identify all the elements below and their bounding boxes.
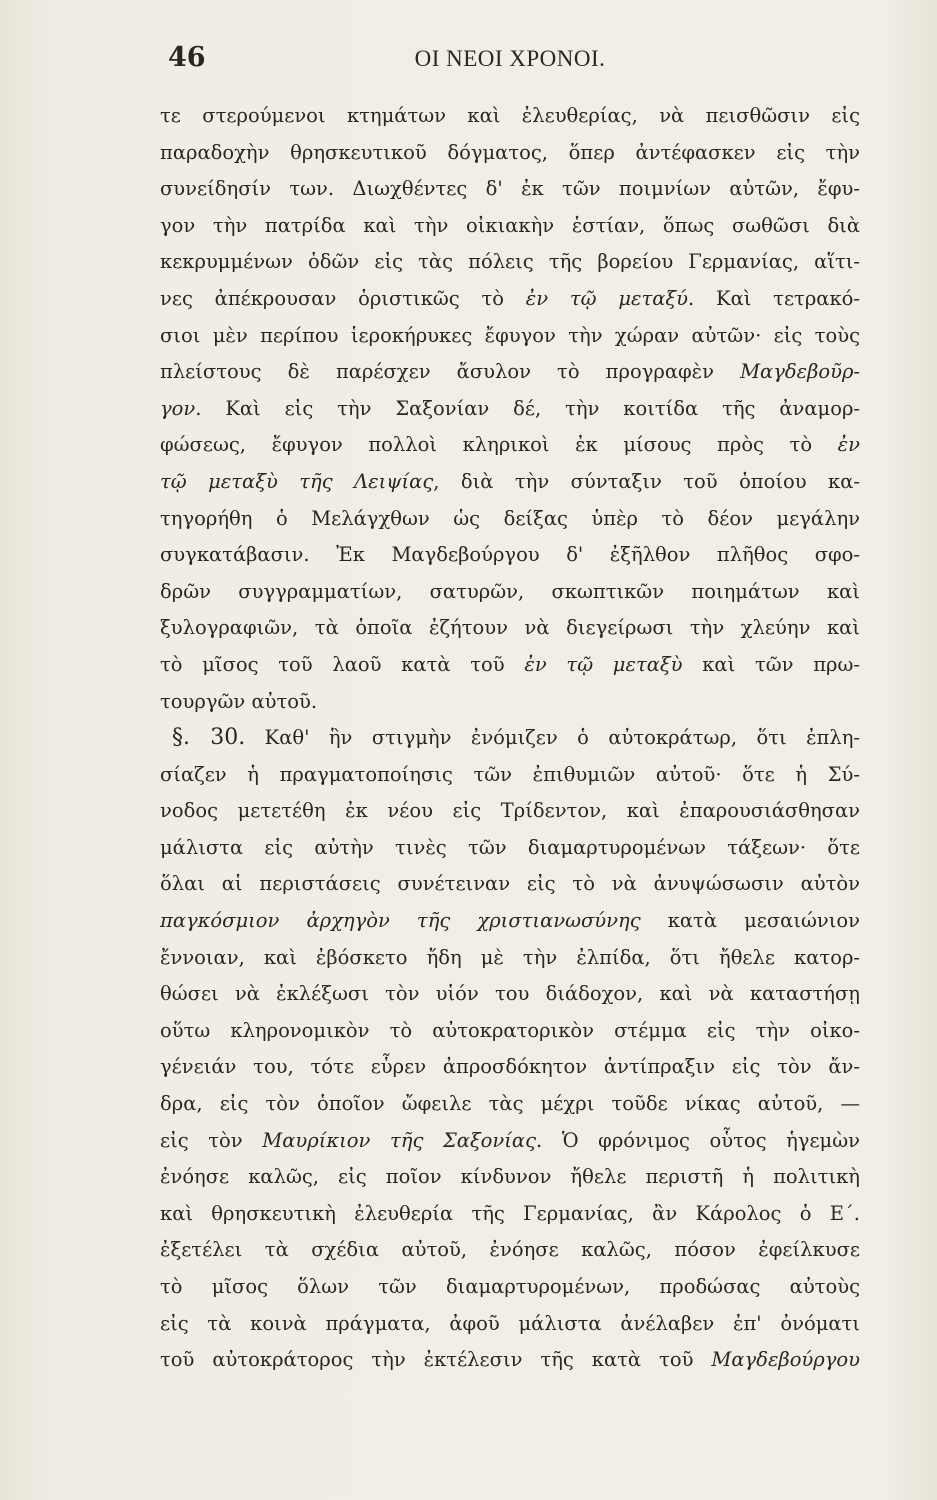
text-segment: καὶ θρησκευτικὴ ἐλευθερία τῆς Γερμανίας, ἂν Κάρολος ὁ Ε΄. xyxy=(160,1201,860,1225)
text-segment: τοῦ αὐτοκράτορος τὴν ἐκτέλεσιν τῆς κατὰ τοῦ xyxy=(160,1348,712,1372)
text-segment: σίαζεν ἡ πραγματοποίησις τῶν ἐπιθυμιῶν αὐτοῦ· ὅτε ἡ Σύ- xyxy=(160,762,860,786)
text-segment: . Ὁ φρόνιμος οὗτος ἡγεμὼν xyxy=(536,1128,860,1152)
text-line xyxy=(160,354,860,391)
text-line xyxy=(160,208,860,245)
text-line xyxy=(160,1196,860,1233)
text-line xyxy=(160,903,860,940)
section-number: §. 30. xyxy=(172,725,246,751)
text-line xyxy=(160,427,860,464)
text-line xyxy=(160,793,860,830)
italic-phrase: Μαυρίκιον τῆς Σαξονίας xyxy=(262,1128,537,1152)
text-line xyxy=(160,720,860,757)
page-number: 46 xyxy=(168,42,206,73)
body-text xyxy=(160,98,860,1379)
text-segment: νες ἀπέκρουσαν ὁριστικῶς τὸ xyxy=(160,286,526,310)
italic-phrase: παγκόσμιον ἀρχηγὸν τῆς χριστιανωσύνης xyxy=(160,909,641,933)
text-segment: κεκρυμμένων ὁδῶν εἰς τὰς πόλεις τῆς βορείου Γερμανίας, αἵτι- xyxy=(160,250,860,274)
text-line xyxy=(160,1049,860,1086)
text-line xyxy=(160,135,860,172)
page-header xyxy=(160,40,860,80)
text-segment: δρα, εἰς τὸν ὁποῖον ὤφειλε τὰς μέχρι τοῦδε νίκας αὐτοῦ, — xyxy=(160,1092,860,1116)
text-segment: τὸ μῖσος ὅλων τῶν διαμαρτυρομένων, προδώσας αὐτοὺς xyxy=(160,1275,860,1298)
text-line xyxy=(160,244,860,281)
text-line xyxy=(160,574,860,611)
text-line xyxy=(160,866,860,903)
text-line xyxy=(160,940,860,977)
text-line xyxy=(160,171,860,208)
text-segment: καὶ τῶν πρω- xyxy=(682,652,860,676)
running-title: ΟΙ ΝΕΟΙ ΧΡΟΝΟΙ. xyxy=(414,46,606,71)
text-segment: ξυλογραφιῶν, τὰ ὁποῖα ἐζήτουν νὰ διεγείρωσι τὴν χλεύην καὶ xyxy=(160,616,860,640)
text-segment: θώσει νὰ ἐκλέξωσι τὸν υἱόν του διάδοχον, καὶ νὰ καταστήσῃ xyxy=(160,982,860,1006)
text-segment: φώσεως, ἔφυγον πολλοὶ κληρικοὶ ἐκ μίσους πρὸς τὸ xyxy=(160,433,838,457)
text-segment: νοδος μετετέθη ἐκ νέου εἰς Τρίδεντον, καὶ ἐπαρουσιάσθησαν xyxy=(160,799,860,823)
text-segment: τὸ μῖσος τοῦ λαοῦ κατὰ τοῦ xyxy=(160,652,525,676)
text-line xyxy=(160,391,860,428)
italic-phrase: ἐν xyxy=(837,433,860,457)
text-line xyxy=(160,976,860,1013)
italic-phrase: τῷ μεταξὺ τῆς Λειψίας xyxy=(160,469,434,493)
text-line xyxy=(160,1306,860,1343)
text-segment: τε στερούμενοι κτημάτων καὶ ἐλευθερίας, νὰ πεισθῶσιν εἰς xyxy=(160,104,860,127)
text-line xyxy=(160,757,860,794)
text-line xyxy=(160,1086,860,1123)
text-line xyxy=(160,537,860,574)
text-line xyxy=(160,684,860,721)
text-line xyxy=(160,318,860,355)
text-segment: εἰς τὰ κοινὰ πράγματα, ἀφοῦ μάλιστα ἀνέλαβεν ἐπ' ὀνόματι xyxy=(160,1311,860,1335)
text-segment: μάλιστα εἰς αὐτὴν τινὲς τῶν διαμαρτυρομένων τάξεων· ὅτε xyxy=(160,835,860,859)
text-segment: συγκατάβασιν. Ἐκ Μαγδεβούργου δ' ἐξῆλθον πλῆθος σφο- xyxy=(160,543,860,567)
text-segment: ἐνόησε καλῶς, εἰς ποῖον κίνδυνον ἤθελε περιστῆ ἡ πολιτικὴ xyxy=(160,1165,860,1189)
italic-phrase: ἐν τῷ μεταξύ xyxy=(525,286,689,310)
text-line xyxy=(160,98,860,135)
text-segment: Καθ' ἣν στιγμὴν ἐνόμιζεν ὁ αὐτοκράτωρ, ὅτι ἐπλη- xyxy=(245,726,860,750)
text-line xyxy=(160,281,860,318)
text-segment: . Καὶ τετρακό- xyxy=(688,286,860,310)
text-line xyxy=(160,1159,860,1196)
text-line xyxy=(160,501,860,538)
text-segment: συνείδησίν των. Διωχθέντες δ' ἐκ τῶν ποιμνίων αὐτῶν, ἔφυ- xyxy=(160,177,860,201)
italic-phrase: Μαγδεβοῦρ- xyxy=(740,360,860,384)
text-line xyxy=(160,1232,860,1269)
text-line xyxy=(160,610,860,647)
text-line xyxy=(160,1123,860,1160)
text-segment: κατὰ μεσαιώνιον xyxy=(640,909,860,933)
text-segment: ἔννοιαν, καὶ ἐβόσκετο ἤδη μὲ τὴν ἐλπίδα, ὅτι ἤθελε κατορ- xyxy=(160,945,860,969)
text-segment: γον τὴν πατρίδα καὶ τὴν οἰκιακὴν ἑστίαν, ὅπως σωθῶσι διὰ xyxy=(160,213,860,237)
text-segment: ὅλαι αἱ περιστάσεις συνέτειναν εἰς τὸ νὰ ἀνυψώσωσιν αὐτὸν xyxy=(160,872,860,896)
italic-phrase: ἐν τῷ μεταξὺ xyxy=(524,652,683,676)
text-line xyxy=(160,1013,860,1050)
text-segment: , διὰ τὴν σύνταξιν τοῦ ὁποίου κα- xyxy=(433,469,860,493)
text-segment: πλείστους δὲ παρέσχεν ἄσυλον τὸ προγραφὲν xyxy=(160,360,741,384)
text-segment: δρῶν συγγραμματίων, σατυρῶν, σκωπτικῶν ποιημάτων καὶ xyxy=(160,579,860,603)
text-segment: παραδοχὴν θρησκευτικοῦ δόγματος, ὅπερ ἀντέφασκεν εἰς τὴν xyxy=(160,140,860,164)
text-line xyxy=(160,830,860,867)
text-segment: ἐξετέλει τὰ σχέδια αὐτοῦ, ἐνόησε καλῶς, πόσον ἐφείλκυσε xyxy=(160,1238,860,1262)
italic-phrase: Μαγδεβούργου xyxy=(711,1348,860,1372)
text-line xyxy=(160,1269,860,1306)
italic-phrase: γον xyxy=(160,396,196,420)
text-line xyxy=(160,464,860,501)
text-segment: οὕτω κληρονομικὸν τὸ αὐτοκρατορικὸν στέμμα εἰς τὴν οἰκο- xyxy=(160,1018,860,1042)
text-segment: σιοι μὲν περίπου ἱεροκήρυκες ἔφυγον τὴν χώραν αὐτῶν· εἰς τοὺς xyxy=(160,323,860,347)
text-segment: τηγορήθη ὁ Μελάγχθων ὡς δείξας ὑπὲρ τὸ δέον μεγάλην xyxy=(160,506,860,530)
text-segment: . Καὶ εἰς τὴν Σαξονίαν δέ, τὴν κοιτίδα τῆς ἀναμορ- xyxy=(195,396,860,420)
text-line xyxy=(160,1342,860,1379)
text-segment: εἰς τὸν xyxy=(160,1128,263,1152)
text-segment: γένειάν του, τότε εὗρεν ἀπροσδόκητον ἀντίπραξιν εἰς τὸν ἄν- xyxy=(160,1055,860,1079)
text-segment: τουργῶν αὐτοῦ. xyxy=(160,689,318,713)
text-line xyxy=(160,647,860,684)
